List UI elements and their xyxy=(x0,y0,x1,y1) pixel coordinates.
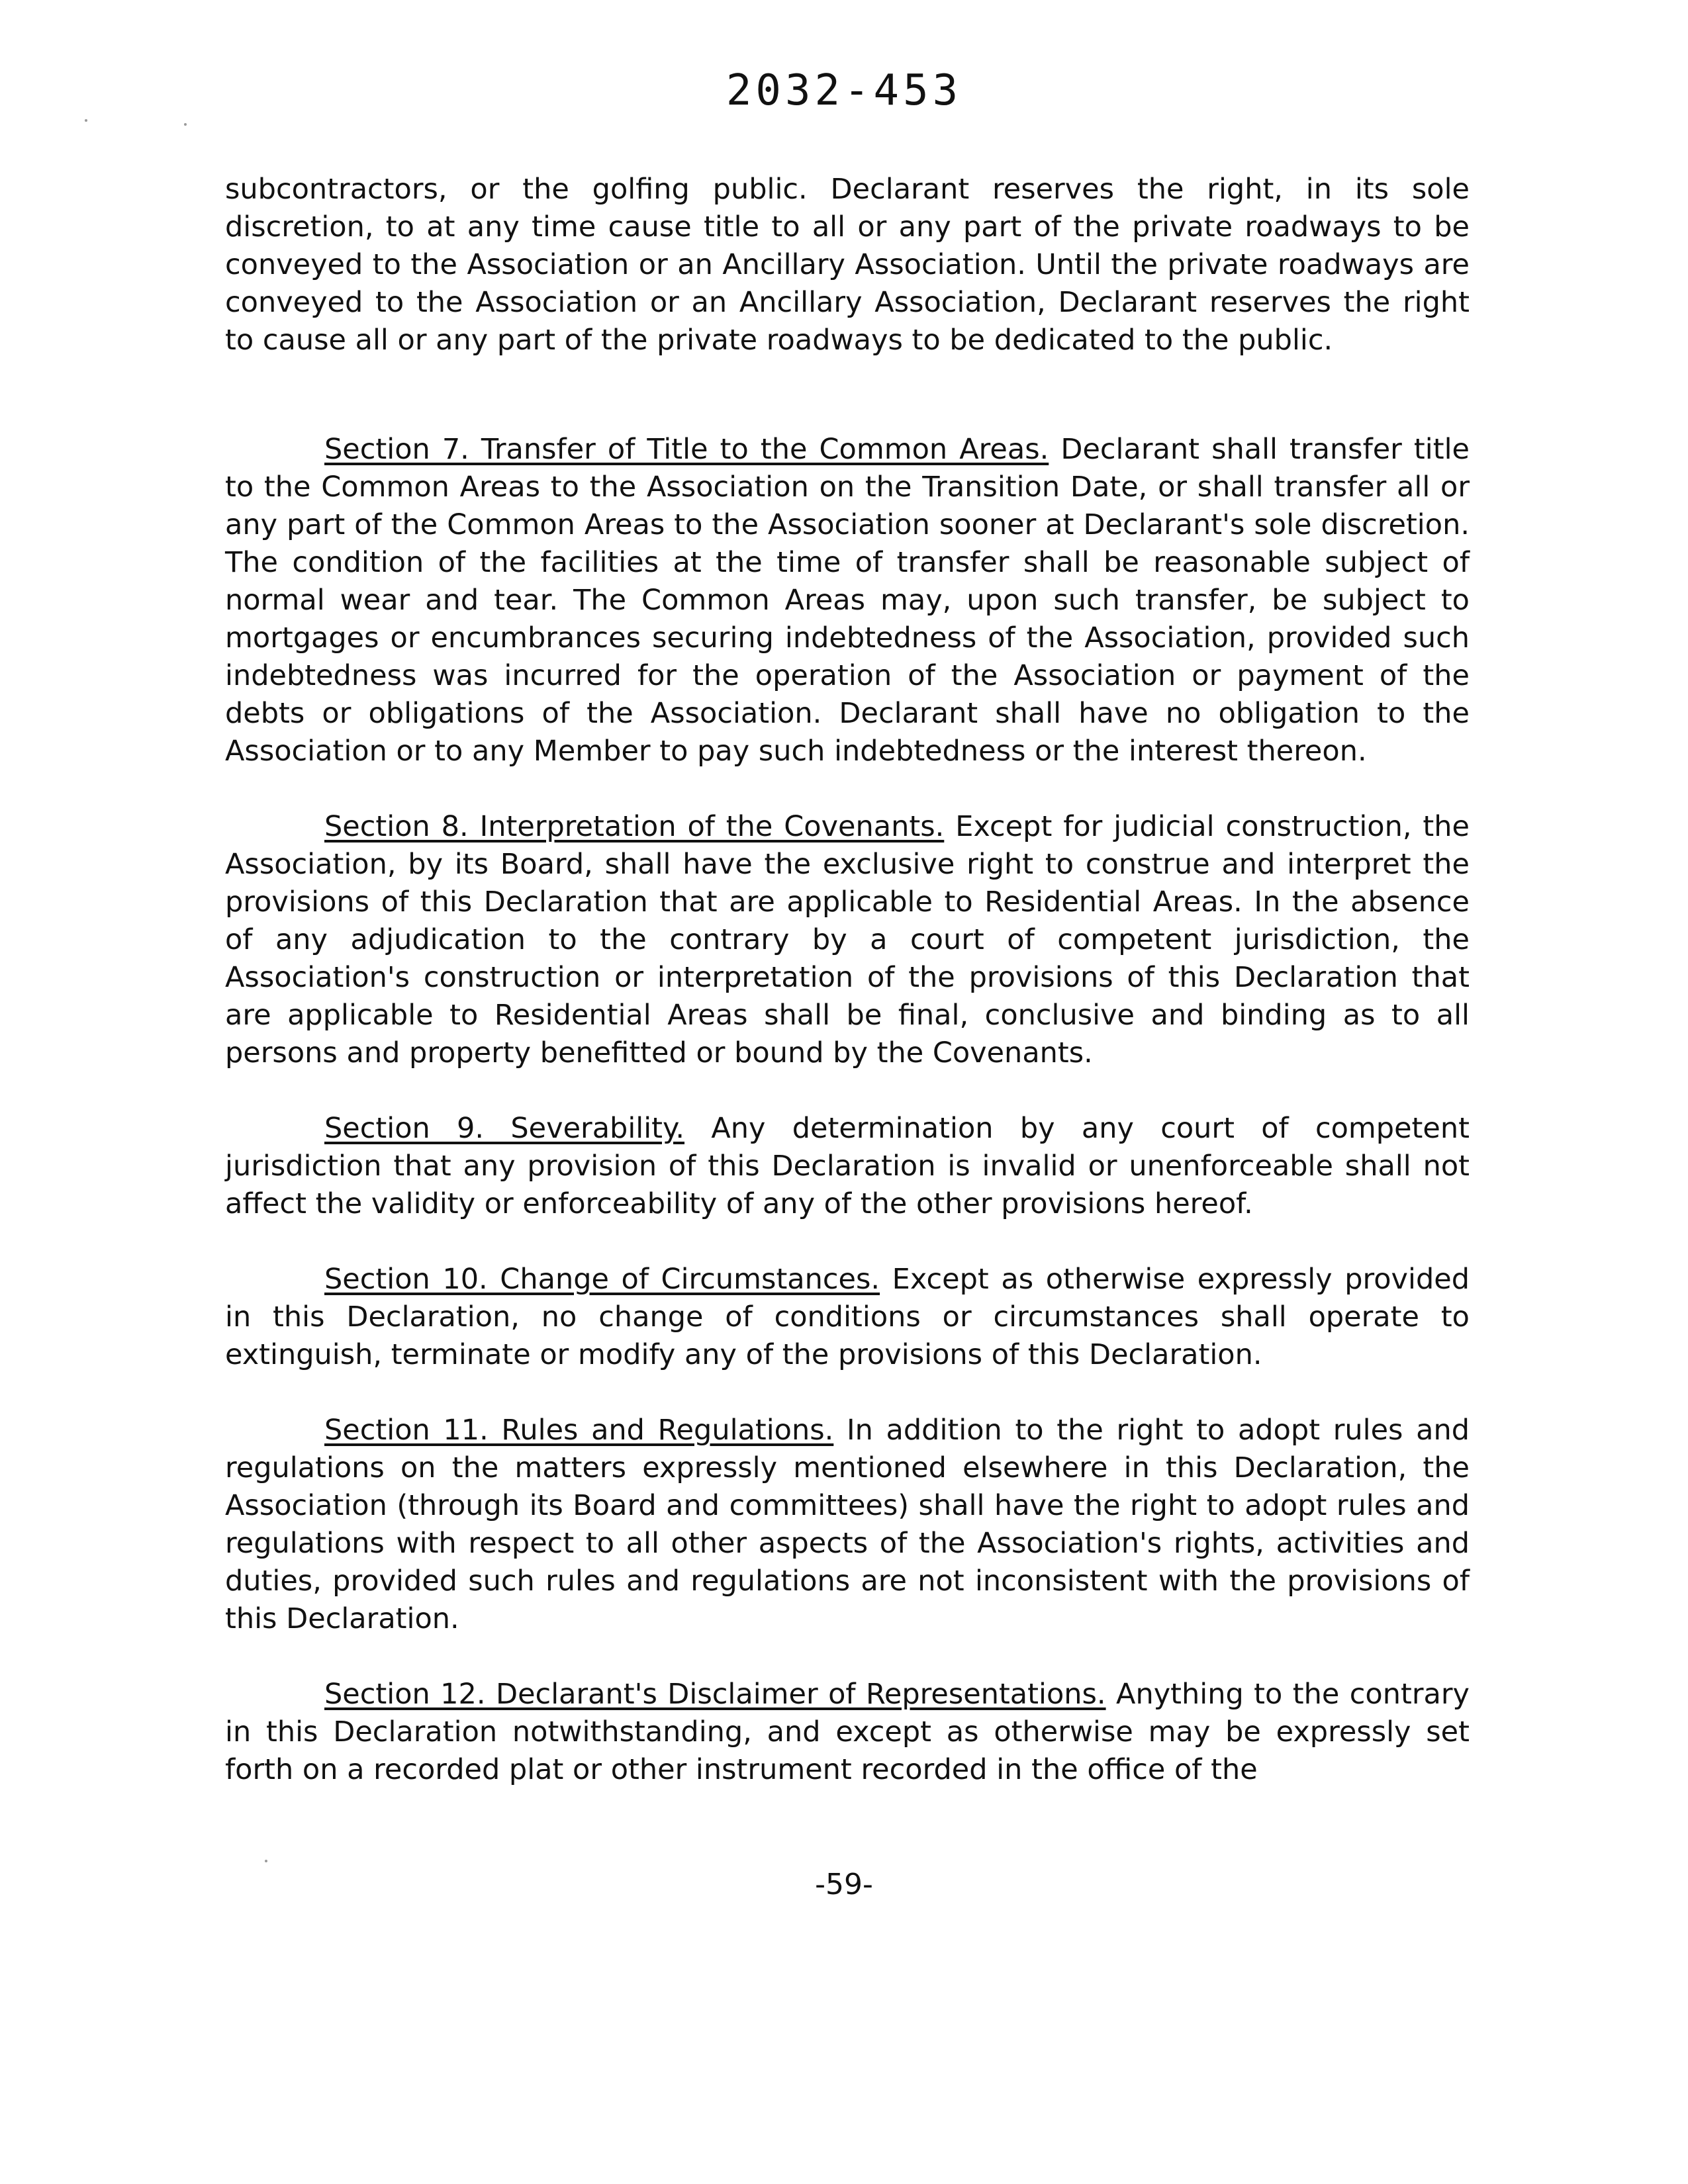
scan-speck xyxy=(184,123,187,126)
section-11 xyxy=(225,1412,1470,1638)
section-text: In addition to the right to adopt rules and regulations on the matters expressly mentioned elsewhere in this Declaration, the Association (through its Board and committees) shall have the right to adopt rules and regulations with respect to all other aspects of the Association's rights, activities and duties, provided such rules and regulations are not inconsistent with the provisions of this Declaration. xyxy=(225,1414,1470,1635)
section-heading: Section 8. Interpretation of the Covenants. xyxy=(324,810,945,843)
section-text: Any determination by any court of competent jurisdiction that any provision of this Declaration is invalid or unenforceable shall not affect the validity or enforceability of any of the other provisions hereof. xyxy=(225,1112,1470,1220)
section-heading: Section 12. Declarant's Disclaimer of Representations. xyxy=(324,1678,1106,1711)
paragraph-text: subcontractors, or the golfing public. Declarant reserves the right, in its sole discretion, to at any time cause title to all or any part of the private roadways to be conveyed to the Association or an Ancillary Association. Until the private roadways are conveyed to the Association or an Ancillary Association, Declarant reserves the right to cause all or any part of the private roadways to be dedicated to the public. xyxy=(225,173,1470,357)
section-text: Declarant shall transfer title to the Common Areas to the Association on the Transition Date, or shall transfer all or any part of the Common Areas to the Association sooner at Declarant's sole discretion. The condition of the facilities at the time of transfer shall be reasonable subject of normal wear and tear. The Common Areas may, upon such transfer, be subject to mortgages or encumbrances securing indebtedness of the Association, provided such indebtedness was incurred for the operation of the Association or payment of the debts or obligations of the Association. Declarant shall have no obligation to the Association or to any Member to pay such indebtedness or the interest thereon. xyxy=(225,433,1470,768)
section-text: Except as otherwise expressly provided in this Declaration, no change of conditions or circumstances shall operate to extinguish, terminate or modify any of the provisions of this Declaration. xyxy=(225,1263,1470,1371)
section-10 xyxy=(225,1261,1470,1374)
section-7 xyxy=(225,431,1470,770)
scan-speck xyxy=(85,119,87,122)
paragraph-continuation xyxy=(225,171,1470,359)
section-heading: Section 9. Severability. xyxy=(324,1112,685,1145)
section-8 xyxy=(225,808,1470,1072)
section-9 xyxy=(225,1110,1470,1223)
section-text: Anything to the contrary in this Declaration notwithstanding, and except as otherwise may be expressly set forth on a recorded plat or other instrument recorded in the office of the xyxy=(225,1678,1470,1786)
section-heading: Section 7. Transfer of Title to the Common Areas. xyxy=(324,433,1049,466)
document-number: 2032-453 xyxy=(726,66,962,115)
section-heading: Section 11. Rules and Regulations. xyxy=(324,1414,834,1447)
page-number: -59- xyxy=(815,1868,873,1901)
section-text: Except for judicial construction, the Association, by its Board, shall have the exclusive right to construe and interpret the provisions of this Declaration that are applicable to Residential Areas. In the absence of any adjudication to the contrary by a court of competent jurisdiction, the Association's construction or interpretation of the provisions of this Declaration that are applicable to Residential Areas shall be final, conclusive and binding as to all persons and property benefitted or bound by the Covenants. xyxy=(225,810,1470,1069)
scan-speck xyxy=(265,1860,267,1862)
document-body xyxy=(225,171,1470,1789)
section-heading: Section 10. Change of Circumstances. xyxy=(324,1263,880,1296)
section-12 xyxy=(225,1676,1470,1789)
